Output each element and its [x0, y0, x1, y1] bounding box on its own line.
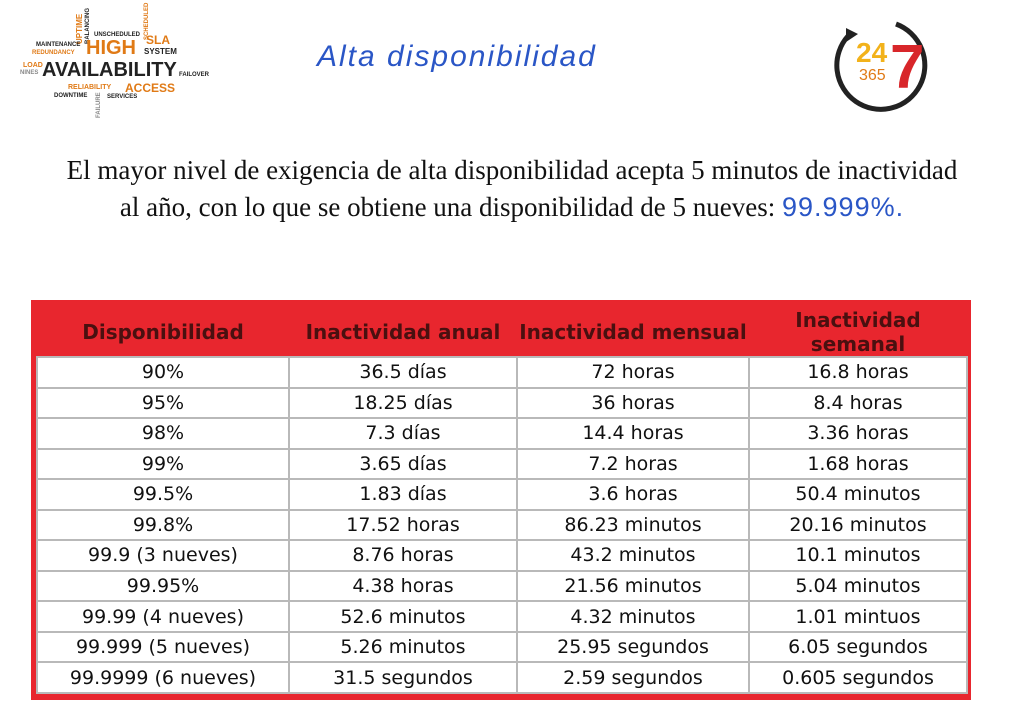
- table-cell: 1.68 horas: [749, 449, 967, 480]
- table-cell: 14.4 horas: [517, 418, 749, 449]
- table-cell: 99.95%: [37, 571, 289, 602]
- table-cell: 16.8 horas: [749, 357, 967, 388]
- table-cell: 31.5 segundos: [289, 662, 517, 693]
- table-cell: 8.4 horas: [749, 388, 967, 419]
- table-cell: 0.605 segundos: [749, 662, 967, 693]
- table-cell: 99.5%: [37, 479, 289, 510]
- cloud-word-load: LOAD: [23, 62, 43, 69]
- table-cell: 7.3 días: [289, 418, 517, 449]
- cloud-word-sla: SLA: [146, 33, 170, 47]
- table-cell: 5.26 minutos: [289, 632, 517, 663]
- cloud-word-maintenance: MAINTENANCE: [36, 42, 81, 48]
- availability-table: [36, 306, 968, 694]
- table-row: [37, 632, 967, 663]
- table-row: [37, 449, 967, 480]
- table-row: [37, 662, 967, 693]
- table-row: [37, 357, 967, 388]
- table-cell: 36.5 días: [289, 357, 517, 388]
- table-cell: 8.76 horas: [289, 540, 517, 571]
- cloud-word-nines: NINES: [20, 70, 39, 76]
- table-cell: 99.9 (3 nueves): [37, 540, 289, 571]
- cloud-word-unscheduled: UNSCHEDULED: [94, 32, 141, 38]
- availability-table-frame: [31, 300, 971, 700]
- logo-text-7: 7: [890, 33, 925, 102]
- table-cell: 3.36 horas: [749, 418, 967, 449]
- table-cell: 3.65 días: [289, 449, 517, 480]
- table-cell: 90%: [37, 357, 289, 388]
- table-row: [37, 601, 967, 632]
- cloud-word-availability: AVAILABILITY: [42, 59, 177, 81]
- table-cell: 52.6 minutos: [289, 601, 517, 632]
- table-cell: 4.32 minutos: [517, 601, 749, 632]
- table-cell: 3.6 horas: [517, 479, 749, 510]
- table-cell: 99.999 (5 nueves): [37, 632, 289, 663]
- table-cell: 86.23 minutos: [517, 510, 749, 541]
- cloud-word-high: HIGH: [86, 37, 136, 59]
- table-body: [37, 357, 967, 693]
- header-inactividad-mensual: Inactividad mensual: [517, 307, 749, 357]
- table-cell: 5.04 minutos: [749, 571, 967, 602]
- table-cell: 1.01 mintuos: [749, 601, 967, 632]
- intro-highlight: 99.999%.: [782, 192, 905, 222]
- table-row: [37, 418, 967, 449]
- intro-paragraph: [60, 152, 964, 226]
- header-inactividad-anual: Inactividad anual: [289, 307, 517, 357]
- cloud-word-services: SERVICES: [107, 94, 138, 100]
- logo-247-icon: [826, 10, 936, 114]
- page-title: Alta disponibilidad: [317, 40, 597, 73]
- table-cell: 50.4 minutos: [749, 479, 967, 510]
- cloud-word-access: ACCESS: [125, 81, 176, 95]
- table-cell: 25.95 segundos: [517, 632, 749, 663]
- table-row: [37, 571, 967, 602]
- table-cell: 17.52 horas: [289, 510, 517, 541]
- table-cell: 20.16 minutos: [749, 510, 967, 541]
- table-cell: 99.8%: [37, 510, 289, 541]
- header-inactividad-semanal: Inactividad semanal: [749, 307, 967, 357]
- table-cell: 43.2 minutos: [517, 540, 749, 571]
- table-cell: 98%: [37, 418, 289, 449]
- table-cell: 6.05 segundos: [749, 632, 967, 663]
- table-cell: 7.2 horas: [517, 449, 749, 480]
- table-cell: 1.83 días: [289, 479, 517, 510]
- header-disponibilidad: Disponibilidad: [37, 307, 289, 357]
- table-cell: 99%: [37, 449, 289, 480]
- cloud-word-redundancy: REDUNDANCY: [32, 50, 75, 56]
- intro-text: El mayor nivel de exigencia de alta disponibilidad acepta 5 minutos de inactividad al año, con lo que se obtiene una disponibilidad de 5 nueves:: [66, 155, 958, 222]
- cloud-word-failure: FAILURE: [96, 92, 102, 118]
- table-cell: 2.59 segundos: [517, 662, 749, 693]
- table-header-row: [37, 307, 967, 357]
- logo-text-24: 24: [856, 37, 888, 68]
- table-cell: 21.56 minutos: [517, 571, 749, 602]
- table-cell: 18.25 días: [289, 388, 517, 419]
- cloud-word-balancing: BALANCING: [85, 8, 91, 44]
- table-row: [37, 540, 967, 571]
- table-cell: 72 horas: [517, 357, 749, 388]
- cloud-word-scheduled: SCHEDULED: [144, 2, 150, 40]
- cloud-word-uptime: UPTIME: [75, 13, 84, 44]
- cloud-word-downtime: DOWNTIME: [54, 93, 88, 99]
- cloud-word-reliability: RELIABILITY: [68, 84, 112, 91]
- availability-word-cloud: [18, 4, 218, 122]
- table-cell: 99.9999 (6 nueves): [37, 662, 289, 693]
- logo-text-365: 365: [859, 67, 886, 84]
- cloud-word-failover: FAILOVER: [179, 72, 210, 78]
- table-cell: 99.99 (4 nueves): [37, 601, 289, 632]
- cloud-word-system: SYSTEM: [144, 47, 177, 56]
- table-row: [37, 388, 967, 419]
- table-row: [37, 510, 967, 541]
- table-row: [37, 479, 967, 510]
- table-cell: 36 horas: [517, 388, 749, 419]
- table-cell: 10.1 minutos: [749, 540, 967, 571]
- table-cell: 95%: [37, 388, 289, 419]
- table-cell: 4.38 horas: [289, 571, 517, 602]
